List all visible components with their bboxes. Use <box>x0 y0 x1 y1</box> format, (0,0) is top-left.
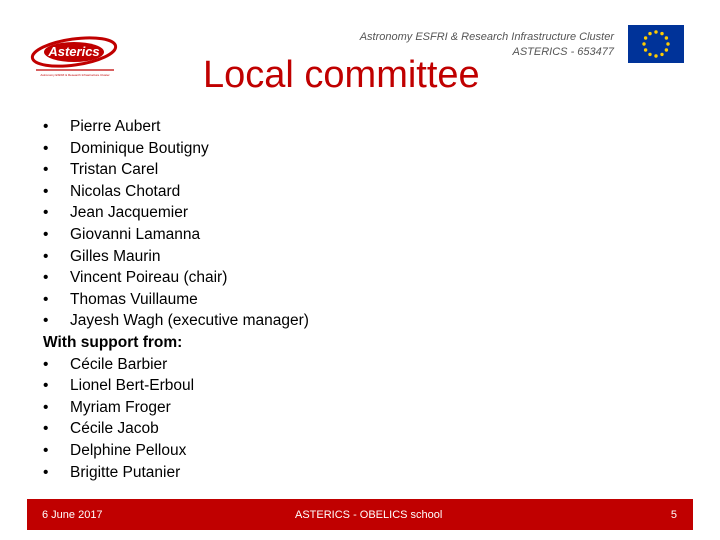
logo-wordmark: Asterics <box>48 44 100 59</box>
bullet-icon: • <box>43 139 49 157</box>
committee-list <box>43 116 309 332</box>
bullet-icon: • <box>43 182 49 200</box>
list-item-text: Giovanni Lamanna <box>70 225 201 243</box>
eu-star-icon <box>666 42 669 45</box>
asterics-logo <box>28 30 122 78</box>
bullet-icon: • <box>43 398 49 416</box>
list-item-text: Cécile Jacob <box>70 420 159 438</box>
bullet-icon: • <box>43 161 49 179</box>
list-item-text: Dominique Boutigny <box>70 139 209 157</box>
list-item <box>43 462 309 484</box>
bullet-icon: • <box>43 290 49 308</box>
list-item <box>43 246 309 268</box>
eu-star-icon <box>648 53 651 56</box>
eu-star-icon <box>654 54 657 57</box>
bullet-icon: • <box>43 225 49 243</box>
slide-content <box>43 116 309 483</box>
list-item <box>43 116 309 138</box>
list-item-text: Gilles Maurin <box>70 247 161 265</box>
support-heading: With support from: <box>43 333 183 351</box>
list-item <box>43 224 309 246</box>
list-item-text: Vincent Poireau (chair) <box>70 269 228 287</box>
list-item-text: Pierre Aubert <box>70 118 161 135</box>
list-item <box>43 202 309 224</box>
eu-star-icon <box>648 32 651 35</box>
list-item-text: Tristan Carel <box>70 161 159 179</box>
header-project-line: ASTERICS - 653477 <box>512 46 614 58</box>
list-item-text: Myriam Froger <box>70 398 171 416</box>
list-item-text: Nicolas Chotard <box>70 182 181 200</box>
logo-tagline: Astronomy ESFRI & Research Infrastructure Cluster <box>40 73 110 77</box>
list-item <box>43 354 309 376</box>
list-item <box>43 289 309 311</box>
eu-star-icon <box>654 30 657 33</box>
bullet-icon: • <box>43 204 49 222</box>
eu-flag-icon <box>628 25 684 63</box>
list-item <box>43 310 309 332</box>
list-item-text: Brigitte Putanier <box>70 463 181 481</box>
list-item-text: Delphine Pelloux <box>70 441 187 459</box>
list-item <box>43 440 309 462</box>
slide-title: Local committee <box>203 54 480 96</box>
footer-event: ASTERICS - OBELICS school <box>295 509 443 521</box>
footer-date: 6 June 2017 <box>42 509 103 521</box>
list-item <box>43 138 309 160</box>
list-item-text: Lionel Bert-Erboul <box>70 377 195 395</box>
bullet-icon: • <box>43 441 49 459</box>
bullet-icon: • <box>43 355 49 373</box>
list-item <box>43 267 309 289</box>
bullet-icon: • <box>43 118 49 135</box>
list-item-text: Thomas Vuillaume <box>70 290 198 308</box>
bullet-icon: • <box>43 420 49 438</box>
eu-star-icon <box>660 32 663 35</box>
support-list <box>43 354 309 484</box>
list-item <box>43 159 309 181</box>
eu-star-icon <box>665 36 668 39</box>
list-item <box>43 181 309 203</box>
list-item <box>43 375 309 397</box>
bullet-icon: • <box>43 377 49 395</box>
footer-bar <box>27 499 693 530</box>
eu-star-icon <box>644 36 647 39</box>
page-number: 5 <box>670 509 677 521</box>
eu-star-icon <box>665 48 668 51</box>
eu-star-icon <box>642 42 645 45</box>
list-item <box>43 397 309 419</box>
list-item-text: Jayesh Wagh (executive manager) <box>70 312 309 330</box>
bullet-icon: • <box>43 463 49 481</box>
list-item <box>43 418 309 440</box>
list-item-text: Jean Jacquemier <box>70 204 189 222</box>
list-item-text: Cécile Barbier <box>70 355 168 373</box>
eu-star-icon <box>660 53 663 56</box>
bullet-icon: • <box>43 247 49 265</box>
eu-star-icon <box>644 48 647 51</box>
header-cluster-line: Astronomy ESFRI & Research Infrastructure Cluster <box>359 31 614 43</box>
bullet-icon: • <box>43 269 49 287</box>
bullet-icon: • <box>43 312 49 330</box>
